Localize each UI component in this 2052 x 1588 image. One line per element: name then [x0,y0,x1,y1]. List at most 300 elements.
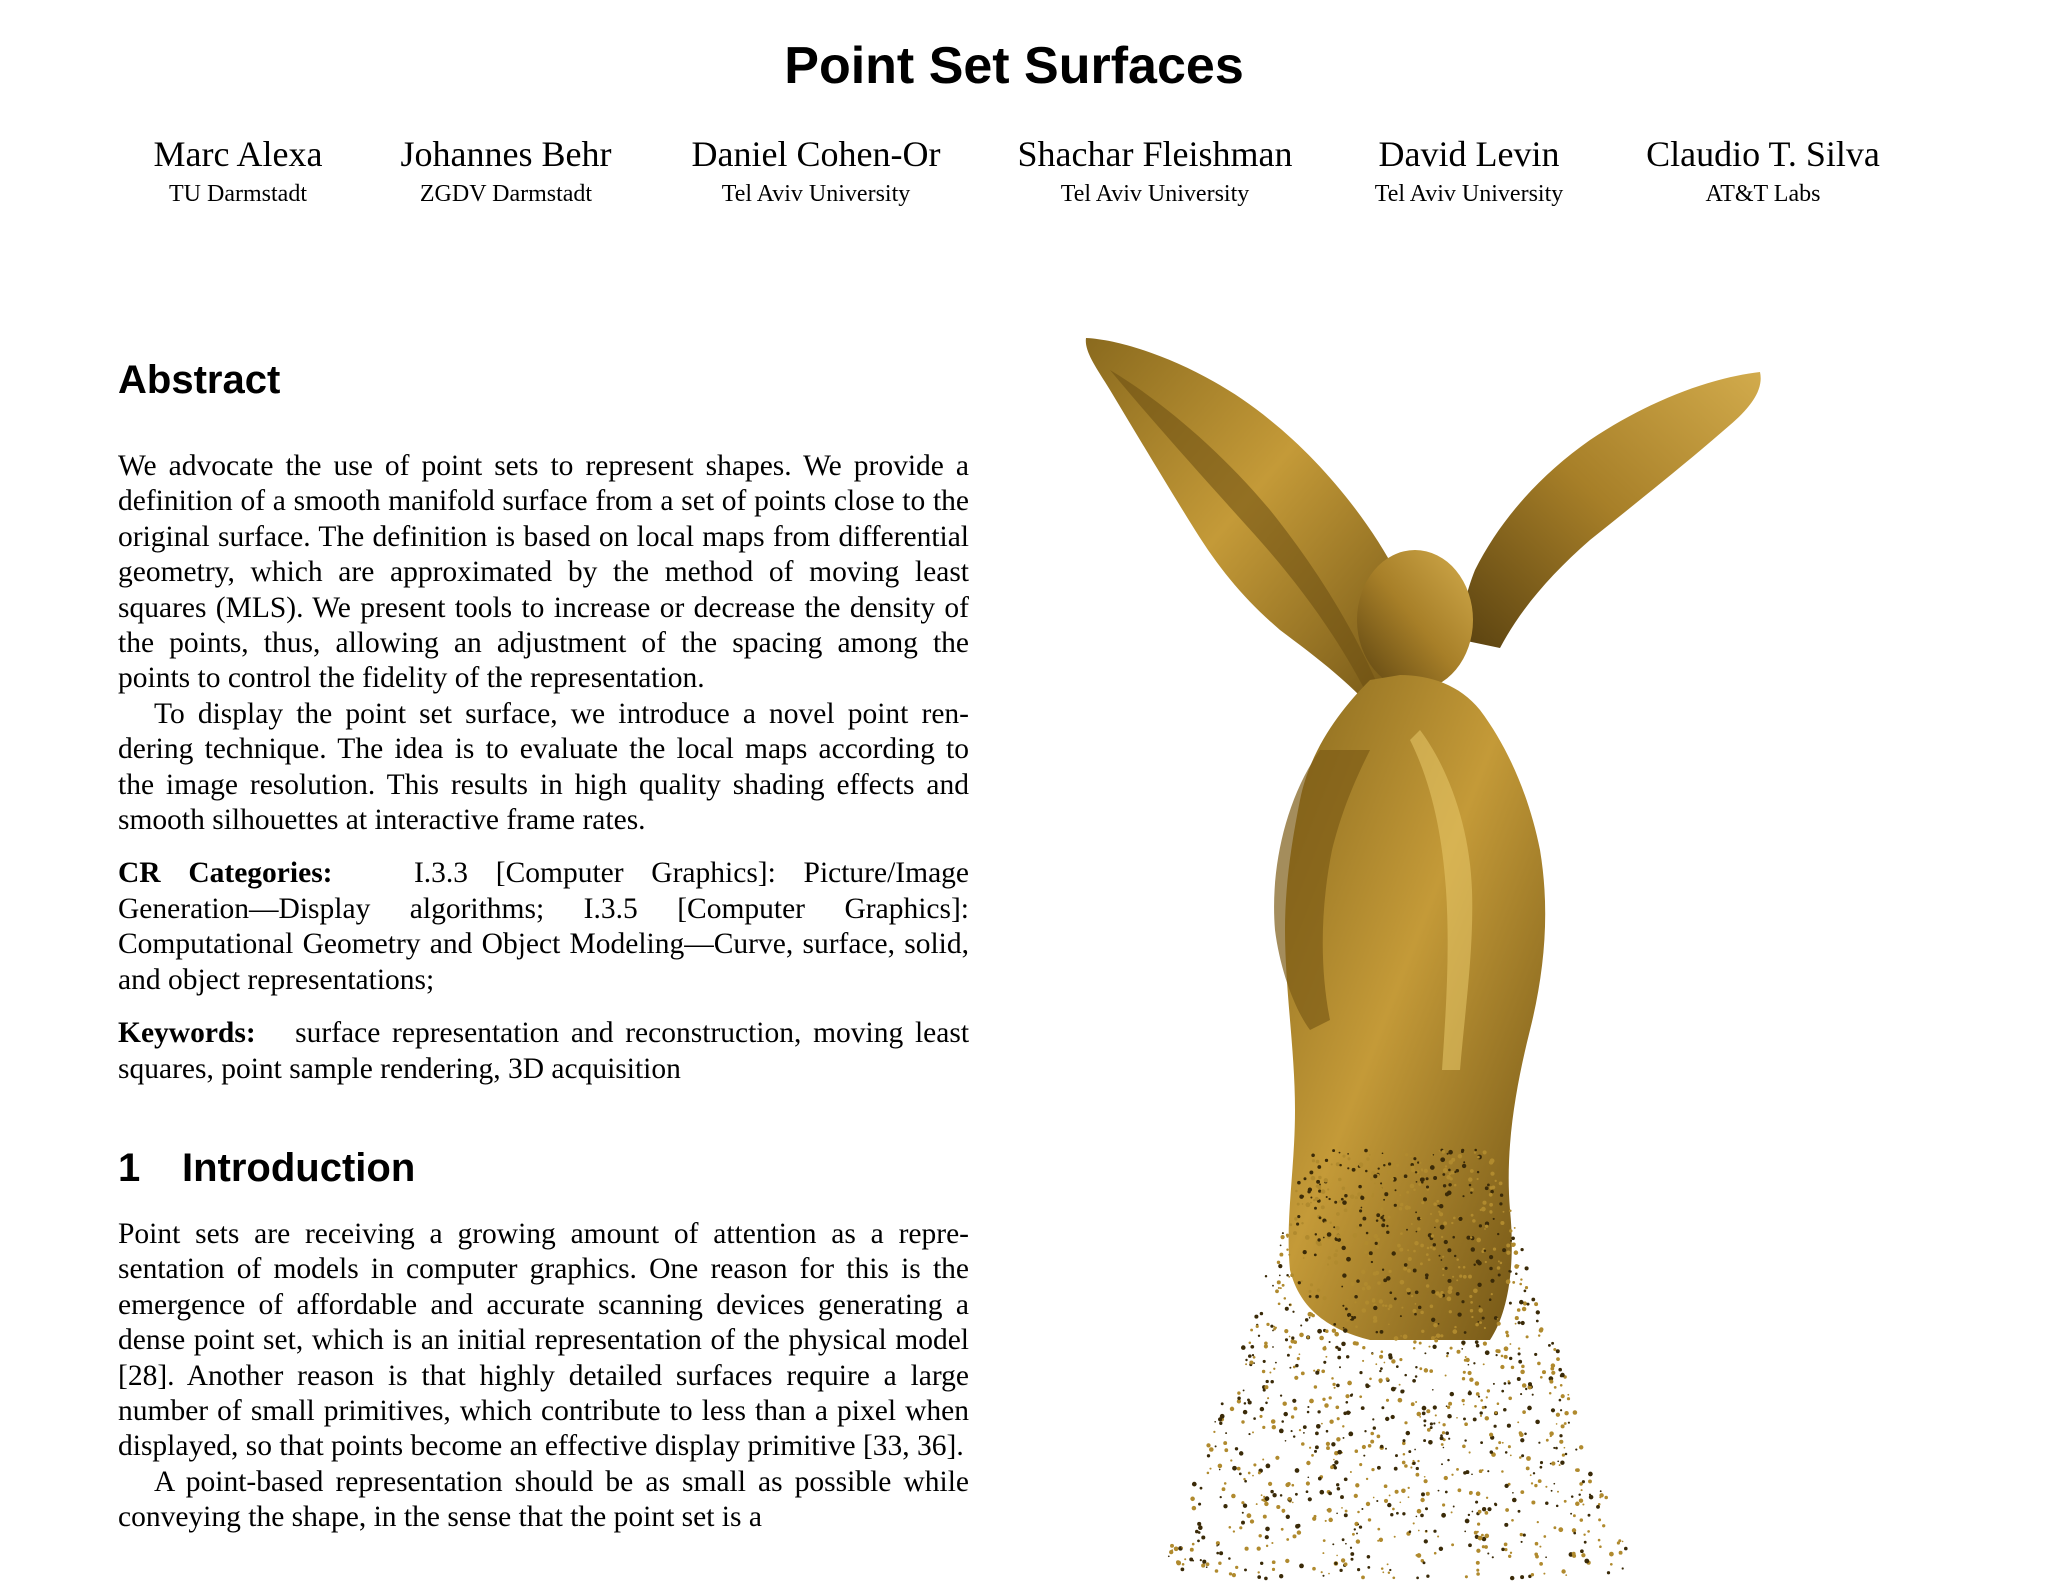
point-sample [1271,1419,1276,1424]
point-sample [1465,1356,1467,1358]
point-sample [1520,1370,1525,1375]
point-sample [1370,1177,1373,1180]
point-sample [1556,1349,1560,1353]
point-sample [1600,1490,1602,1492]
point-sample [1462,1195,1464,1197]
point-sample [1551,1461,1555,1465]
point-sample [1244,1480,1247,1483]
point-sample [1388,1323,1390,1325]
point-sample [1549,1392,1552,1395]
point-sample [1324,1346,1326,1348]
point-sample [1294,1217,1297,1220]
point-sample [1295,1190,1298,1193]
point-sample [1400,1389,1404,1393]
point-sample [1334,1201,1337,1204]
point-sample [1229,1572,1232,1575]
point-sample [1362,1445,1366,1449]
point-sample [1221,1402,1224,1405]
point-sample [1520,1393,1522,1395]
point-sample [1476,1392,1480,1396]
point-sample [1464,1531,1466,1533]
point-sample [1525,1266,1529,1270]
point-sample [1508,1270,1510,1272]
point-sample [1209,1468,1211,1470]
point-sample [1371,1468,1374,1471]
point-sample [1370,1440,1374,1444]
point-sample [1584,1541,1587,1544]
point-sample [1430,1213,1432,1215]
point-sample [1326,1196,1328,1198]
point-sample [1463,1404,1465,1406]
abstract-paragraph: To display the point set surface, we introduce a novel point rendering technique. The idea is to evaluate the local maps according to the image resolution. This results in high quality shading effects and smooth silhouettes at interactive frame rates. [118,697,969,837]
point-sample [1421,1492,1425,1496]
point-sample [1596,1505,1600,1509]
point-sample [1219,1551,1223,1555]
point-sample [1404,1263,1408,1267]
point-sample [1366,1157,1369,1160]
point-sample [1403,1334,1408,1339]
point-sample [1356,1532,1358,1534]
point-sample [1431,1290,1435,1294]
point-sample [1424,1368,1428,1372]
point-sample [1250,1519,1254,1523]
point-sample [1589,1495,1594,1500]
point-sample [1515,1316,1519,1320]
point-sample [1512,1281,1515,1284]
point-sample [1239,1473,1242,1476]
point-sample [1308,1312,1313,1317]
point-sample [1479,1224,1482,1227]
author-affiliation: Tel Aviv University [1374,181,1564,207]
point-sample [1413,1269,1417,1273]
point-sample [1315,1371,1319,1375]
point-sample [1277,1261,1280,1264]
point-sample [1292,1502,1294,1504]
point-sample [1293,1231,1297,1235]
point-sample [1419,1367,1422,1370]
point-sample [1379,1299,1383,1303]
point-sample [1298,1281,1301,1284]
point-sample [1477,1171,1479,1173]
point-sample [1371,1261,1373,1263]
point-sample [1489,1186,1492,1189]
point-sample [1419,1342,1422,1345]
author-block [692,132,941,212]
point-sample [1435,1339,1438,1342]
point-sample [1350,1558,1353,1561]
point-sample [1270,1380,1273,1383]
point-sample [1339,1569,1342,1572]
point-sample [1329,1341,1331,1343]
point-sample [1556,1423,1558,1425]
point-sample [1494,1425,1497,1428]
point-sample [1308,1497,1312,1501]
point-sample [1431,1234,1434,1237]
point-sample [1545,1501,1548,1504]
point-sample [1324,1403,1328,1407]
point-sample [1526,1335,1529,1338]
point-sample [1471,1316,1473,1318]
point-sample [1458,1217,1462,1221]
abstract-paragraph: We advocate the use of point sets to represent shapes. We provide a definition of a smooth manifold surface from a set of points close to the original surface. The definition is based on local maps from differential geometry, which are approximated by the method of moving least squares (MLS). We present tools to increase or decrease the density of the points, thus, allowing an adjustment of the spacing among the points to control the fidelity of the representation. [118,450,969,695]
point-sample [1464,1439,1466,1441]
point-sample [1299,1333,1304,1338]
point-sample [1490,1450,1494,1454]
point-sample [1291,1336,1294,1339]
point-sample [1359,1395,1362,1398]
point-sample [1312,1159,1315,1162]
point-sample [1432,1345,1436,1349]
point-sample [1312,1567,1316,1571]
point-sample [1339,1366,1341,1368]
point-sample [1413,1250,1416,1253]
point-sample [1284,1329,1288,1333]
point-sample [1598,1539,1601,1542]
point-sample [1376,1213,1380,1217]
point-sample [1534,1353,1537,1356]
point-sample [1169,1550,1173,1554]
point-sample [1399,1194,1401,1196]
point-sample [1409,1530,1412,1533]
point-sample [1303,1250,1307,1254]
point-sample [1373,1306,1377,1310]
point-sample [1487,1470,1489,1472]
point-sample [1332,1149,1335,1152]
point-sample [1382,1219,1385,1222]
point-sample [1473,1362,1475,1364]
point-sample [1322,1552,1324,1554]
point-sample [1339,1152,1341,1154]
point-sample [1243,1410,1248,1415]
point-sample [1364,1241,1368,1245]
point-sample [1403,1453,1406,1456]
point-sample [1461,1340,1465,1344]
point-sample [1559,1399,1562,1402]
point-sample [1521,1541,1523,1543]
point-sample [1421,1201,1424,1204]
point-sample [1408,1257,1412,1261]
point-sample [1565,1453,1568,1456]
point-sample [1277,1280,1281,1284]
point-sample [1390,1513,1393,1516]
point-sample [1477,1283,1481,1287]
point-sample [1445,1431,1449,1435]
point-sample [1389,1494,1391,1496]
point-sample [1426,1177,1429,1180]
point-sample [1478,1536,1483,1541]
point-sample [1384,1484,1388,1488]
point-sample [1510,1552,1512,1554]
point-sample [1557,1460,1559,1462]
point-sample [1232,1573,1236,1577]
point-sample [1260,1562,1263,1565]
point-sample [1299,1353,1301,1355]
point-sample [1397,1244,1401,1248]
point-sample [1379,1187,1383,1191]
point-sample [1281,1528,1284,1531]
point-sample [1518,1265,1520,1267]
point-sample [1230,1407,1234,1411]
point-sample [1344,1562,1348,1566]
point-sample [1385,1417,1389,1421]
point-sample [1266,1464,1271,1469]
point-sample [1264,1577,1268,1581]
point-sample [1200,1487,1203,1490]
point-sample [1317,1289,1321,1293]
point-sample [1424,1352,1426,1354]
point-sample [1327,1232,1332,1237]
point-sample [1242,1512,1244,1514]
point-sample [1448,1290,1453,1295]
point-sample [1543,1535,1546,1538]
point-sample [1248,1433,1250,1435]
point-sample [1321,1205,1325,1209]
point-sample [1512,1243,1516,1247]
point-sample [1553,1526,1556,1529]
point-sample [1523,1534,1526,1537]
point-sample [1243,1504,1247,1508]
point-sample [1267,1397,1269,1399]
point-sample [1404,1421,1407,1424]
point-sample [1438,1211,1440,1213]
point-sample [1412,1379,1416,1383]
point-sample [1512,1498,1517,1503]
point-sample [1458,1266,1460,1268]
point-sample [1299,1564,1304,1569]
point-sample [1321,1369,1325,1373]
point-sample [1610,1563,1613,1566]
point-sample [1365,1301,1369,1305]
point-sample [1539,1546,1541,1548]
point-sample [1433,1530,1436,1533]
point-sample [1293,1407,1297,1411]
point-sample [1337,1347,1341,1351]
point-sample [1554,1386,1557,1389]
point-sample [1286,1538,1289,1541]
point-sample [1198,1503,1201,1506]
point-sample [1282,1509,1286,1513]
point-sample [1449,1160,1453,1164]
point-sample [1573,1410,1578,1415]
point-sample [1418,1530,1420,1532]
point-sample [1421,1181,1424,1184]
point-sample [1201,1535,1205,1539]
point-sample [1408,1496,1410,1498]
point-sample [1501,1355,1504,1358]
point-sample [1279,1275,1281,1277]
point-sample [1447,1414,1451,1418]
point-sample [1281,1420,1284,1423]
point-sample [1400,1315,1402,1317]
point-sample [1417,1509,1422,1514]
point-sample [1345,1510,1348,1513]
point-sample [1416,1554,1419,1557]
point-sample [1414,1313,1417,1316]
point-sample [1428,1346,1430,1348]
point-sample [1509,1357,1512,1360]
point-sample [1438,1490,1440,1492]
point-sample [1567,1394,1569,1396]
point-sample [1421,1330,1424,1333]
point-sample [1366,1232,1369,1235]
point-sample [1334,1332,1339,1337]
point-sample [1583,1533,1585,1535]
point-sample [1341,1342,1346,1347]
point-sample [1347,1299,1349,1301]
point-sample [1382,1152,1384,1154]
point-sample [1365,1170,1368,1173]
point-sample [1257,1571,1259,1573]
point-sample [1426,1575,1429,1578]
point-sample [1504,1382,1507,1385]
point-sample [1609,1552,1614,1557]
point-sample [1451,1511,1453,1513]
point-sample [1474,1405,1477,1408]
point-sample [1451,1222,1453,1224]
point-sample [1275,1289,1279,1293]
point-sample [1450,1347,1453,1350]
point-sample [1265,1535,1269,1539]
point-sample [1447,1279,1451,1283]
point-sample [1478,1510,1482,1514]
point-sample [1456,1279,1458,1281]
point-sample [1307,1476,1309,1478]
point-sample [1535,1420,1540,1425]
point-sample [1417,1412,1422,1417]
point-sample [1478,1308,1483,1313]
point-sample [1249,1341,1252,1344]
point-sample [1300,1324,1302,1326]
point-sample [1454,1184,1457,1187]
point-sample [1578,1493,1580,1495]
point-sample [1404,1374,1407,1377]
point-sample [1386,1231,1389,1234]
point-sample [1442,1423,1445,1426]
point-sample [1444,1476,1448,1480]
point-sample [1463,1275,1467,1279]
point-sample [1301,1442,1305,1446]
point-sample [1419,1162,1421,1164]
point-sample [1341,1246,1345,1250]
point-sample [1448,1150,1453,1155]
point-sample [1435,1219,1439,1223]
point-sample [1413,1522,1415,1524]
point-sample [1477,1531,1479,1533]
point-sample [1297,1357,1300,1360]
point-sample [1341,1558,1345,1562]
point-sample [1462,1377,1465,1380]
point-sample [1497,1402,1500,1405]
point-sample [1480,1441,1483,1444]
point-sample [1271,1542,1273,1544]
point-sample [1439,1204,1443,1208]
point-sample [1545,1556,1547,1558]
point-sample [1342,1200,1347,1205]
point-sample [1521,1365,1525,1369]
point-sample [1265,1402,1268,1405]
point-sample [1475,1340,1479,1344]
point-sample [1319,1490,1324,1495]
point-sample [1394,1467,1398,1471]
point-sample [1551,1342,1554,1345]
point-sample [1465,1575,1468,1578]
point-sample [1285,1559,1289,1563]
point-sample [1528,1382,1532,1386]
point-sample [1433,1405,1437,1409]
point-sample [1318,1176,1321,1179]
point-sample [1450,1392,1454,1396]
point-sample [1250,1345,1254,1349]
point-sample [1241,1345,1246,1350]
point-sample [1218,1417,1222,1421]
point-sample [1332,1383,1335,1386]
point-sample [1498,1441,1501,1444]
point-sample [1575,1449,1577,1451]
point-sample [1359,1463,1362,1466]
point-sample [1364,1200,1366,1202]
point-sample [1422,1412,1426,1416]
point-sample [1309,1399,1314,1404]
point-sample [1484,1534,1489,1539]
point-sample [1260,1312,1263,1315]
point-sample [1286,1236,1288,1238]
point-sample [1364,1282,1368,1286]
point-sample [1498,1260,1500,1262]
point-sample [1285,1338,1288,1341]
point-sample [1457,1312,1461,1316]
point-sample [1504,1484,1508,1488]
point-sample [1344,1477,1348,1481]
point-sample [1418,1183,1421,1186]
point-sample [1225,1432,1227,1434]
point-sample [1391,1359,1395,1363]
point-sample [1297,1530,1301,1534]
point-sample [1264,1385,1268,1389]
point-sample [1361,1270,1365,1274]
point-sample [1499,1182,1503,1186]
point-sample [1441,1463,1443,1465]
point-sample [1323,1237,1325,1239]
keywords [118,1016,969,1087]
point-sample [1553,1483,1555,1485]
point-sample [1243,1389,1245,1391]
point-sample [1476,1344,1480,1348]
point-sample [1322,1398,1325,1401]
point-sample [1449,1310,1452,1313]
point-sample [1430,1165,1435,1170]
point-sample [1425,1530,1427,1532]
point-sample [1497,1322,1501,1326]
point-sample [1453,1506,1455,1508]
point-sample [1539,1328,1543,1332]
point-sample [1326,1442,1330,1446]
point-sample [1305,1318,1308,1321]
left-column [118,355,969,1536]
point-sample [1258,1335,1260,1337]
point-sample [1415,1366,1417,1368]
point-sample [1410,1466,1412,1468]
point-sample [1517,1377,1521,1381]
point-sample [1248,1400,1252,1404]
point-sample [1379,1355,1383,1359]
point-sample [1482,1201,1486,1205]
point-sample [1462,1399,1465,1402]
point-sample [1431,1318,1435,1322]
point-sample [1286,1515,1290,1519]
point-sample [1535,1555,1539,1559]
point-sample [1573,1532,1576,1535]
point-sample [1607,1571,1610,1574]
